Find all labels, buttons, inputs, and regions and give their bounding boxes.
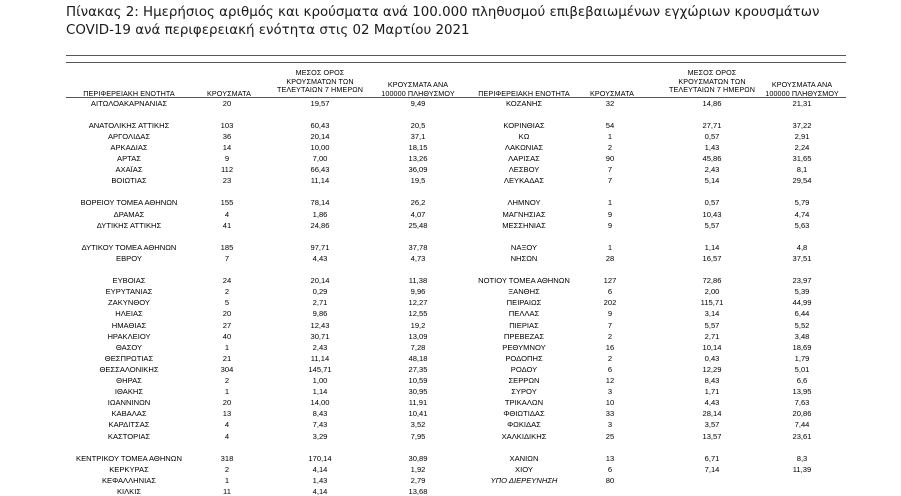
table-cell-avg-7day: 0,29 bbox=[312, 287, 328, 297]
table-cell-avg-7day: 20,14 bbox=[310, 131, 330, 141]
header-per100k-right bbox=[757, 81, 847, 98]
table-cell-cases: 7 bbox=[224, 253, 230, 263]
table-cell-avg-7day: 0,57 bbox=[704, 131, 720, 141]
table-cell-unit-name: ΜΑΓΝΗΣΙΑΣ bbox=[502, 209, 546, 219]
table-cell-avg-7day: 170,14 bbox=[308, 453, 332, 463]
table-cell-avg-7day: 20,14 bbox=[310, 276, 330, 286]
table-cell-cases: 4 bbox=[224, 209, 230, 219]
table-cell-cases: 32 bbox=[605, 98, 615, 108]
table-cell-cases: 2 bbox=[224, 464, 230, 474]
table-cell-cases: 103 bbox=[220, 120, 234, 130]
table-cell-cases: 185 bbox=[220, 242, 234, 252]
table-cell-per-100k: 44,99 bbox=[792, 298, 812, 308]
table-cell-unit-name: ΑΙΤΩΛΟΑΚΑΡΝΑΝΙΑΣ bbox=[90, 98, 168, 108]
table-cell-cases: 13 bbox=[605, 453, 615, 463]
header-unit-left: ΠΕΡΙΦΕΡΕΙΑΚΗ ΕΝΟΤΗΤΑ bbox=[83, 89, 175, 98]
header-avg-left-line3: ΤΕΛΕΥΤΑΙΩΝ 7 ΗΜΕΡΩΝ bbox=[276, 85, 363, 95]
table-cell-per-100k: 4,07 bbox=[410, 209, 426, 219]
table-cell-unit-name: ΙΩΑΝΝΙΝΩΝ bbox=[107, 398, 151, 408]
table-cell-per-100k: 10,59 bbox=[408, 376, 428, 385]
table-cell-per-100k: 26,2 bbox=[410, 198, 426, 208]
table-cell-unit-name: ΚΟΡΙΝΘΙΑΣ bbox=[503, 120, 545, 130]
table-cell-avg-7day: 2,43 bbox=[312, 342, 328, 352]
table-cell-avg-7day: 1,71 bbox=[704, 387, 720, 397]
table-cell-per-100k: 7,95 bbox=[410, 431, 426, 441]
table-cell-unit-name: ΡΕΘΥΜΝΟΥ bbox=[502, 342, 546, 352]
table-cell-avg-7day: 45,86 bbox=[702, 154, 722, 163]
table-cell-per-100k: 37,22 bbox=[792, 120, 812, 130]
table-cell-per-100k: 25,48 bbox=[408, 220, 428, 230]
table-cell-unit-name: ΠΡΕΒΕΖΑΣ bbox=[503, 331, 545, 341]
table-cell-avg-7day: 1,86 bbox=[312, 209, 328, 219]
table-cell-avg-7day: 3,57 bbox=[704, 420, 720, 430]
table-cell-per-100k: 12,27 bbox=[408, 298, 428, 308]
table-cell-avg-7day: 0,57 bbox=[704, 198, 720, 208]
table-cell-unit-name: ΛΗΜΝΟΥ bbox=[507, 198, 541, 208]
table-cell-per-100k: 5,52 bbox=[794, 320, 810, 330]
table-cell-unit-name: ΠΕΛΛΑΣ bbox=[508, 309, 540, 319]
table-cell-avg-7day: 5,57 bbox=[704, 320, 720, 330]
header-per100k-left-line1: ΚΡΟΥΣΜΑΤΑ ΑΝΑ bbox=[387, 80, 449, 89]
table-cell-cases: 155 bbox=[220, 198, 234, 208]
table-cell-unit-name: ΛΑΚΩΝΙΑΣ bbox=[504, 142, 544, 152]
table-cell-avg-7day: 4,43 bbox=[704, 398, 720, 408]
table-cell-avg-7day: 5,57 bbox=[704, 220, 720, 230]
table-cell-unit-name: ΚΩ bbox=[518, 131, 530, 141]
table-cell-unit-name: ΑΡΤΑΣ bbox=[117, 154, 141, 163]
table-cell-unit-name: ΦΩΚΙΔΑΣ bbox=[507, 420, 541, 430]
header-unit-right: ΠΕΡΙΦΕΡΕΙΑΚΗ ΕΝΟΤΗΤΑ bbox=[478, 89, 570, 98]
table-cell-avg-7day: 7,43 bbox=[312, 420, 328, 430]
table-cell-per-100k: 37,1 bbox=[410, 131, 426, 141]
table-cell-cases: 2 bbox=[224, 376, 230, 385]
table-cell-avg-7day: 2,43 bbox=[704, 165, 720, 175]
table-cell-unit-name: ΥΠΟ ΔΙΕΡΕΥΝΗΣΗ bbox=[490, 475, 558, 485]
table-cell-cases: 36 bbox=[222, 131, 232, 141]
table-cell-cases: 28 bbox=[605, 253, 615, 263]
table-cell-unit-name: ΗΜΑΘΙΑΣ bbox=[111, 320, 147, 330]
table-cell-per-100k: 20,86 bbox=[792, 409, 812, 419]
table-cell-per-100k: 5,39 bbox=[794, 287, 810, 297]
table-cell-cases: 80 bbox=[605, 475, 615, 485]
table-cell-cases: 16 bbox=[605, 342, 615, 352]
table-cell-per-100k: 12,55 bbox=[408, 309, 428, 319]
table-cell-cases: 1 bbox=[224, 475, 230, 485]
table-cell-cases: 9 bbox=[607, 220, 613, 230]
table-cell-unit-name: ΙΘΑΚΗΣ bbox=[114, 387, 144, 397]
table-cell-cases: 2 bbox=[607, 142, 613, 152]
table-cell-per-100k: 1,92 bbox=[410, 464, 426, 474]
table-cell-per-100k: 48,18 bbox=[408, 353, 428, 363]
table-cell-unit-name: ΚΑΣΤΟΡΙΑΣ bbox=[107, 431, 151, 441]
table-cell-cases: 1 bbox=[224, 342, 230, 352]
table-cell-per-100k: 23,61 bbox=[792, 431, 812, 441]
table-cell-unit-name: ΡΟΔΟΥ bbox=[510, 364, 538, 374]
header-per100k-left bbox=[373, 81, 463, 98]
table-cell-unit-name: ΧΑΝΙΩΝ bbox=[509, 453, 539, 463]
table-cell-unit-name: ΡΟΔΟΠΗΣ bbox=[505, 353, 543, 363]
table-cell-per-100k: 9,49 bbox=[410, 98, 426, 108]
table-cell-avg-7day: 145,71 bbox=[308, 364, 332, 374]
table-cell-per-100k: 19,2 bbox=[410, 320, 426, 330]
table-cell-cases: 9 bbox=[607, 209, 613, 219]
table-cell-per-100k: 11,39 bbox=[792, 464, 812, 474]
table-cell-per-100k: 10,41 bbox=[408, 409, 428, 419]
table-cell-cases: 54 bbox=[605, 120, 615, 130]
table-cell-avg-7day: 14,00 bbox=[310, 398, 330, 408]
table-cell-cases: 2 bbox=[607, 353, 613, 363]
table-cell-cases: 13 bbox=[222, 409, 232, 419]
table-cell-unit-name: ΝΗΣΩΝ bbox=[510, 253, 538, 263]
table-cell-cases: 2 bbox=[224, 287, 230, 297]
table-cell-cases: 5 bbox=[224, 298, 230, 308]
header-avg-left-line1: ΜΕΣΟΣ ΟΡΟΣ bbox=[295, 68, 345, 77]
table-cell-unit-name: ΒΟΙΩΤΙΑΣ bbox=[111, 176, 147, 186]
table-cell-cases: 1 bbox=[607, 131, 613, 141]
table-cell-cases: 9 bbox=[607, 309, 613, 319]
table-cell-avg-7day: 8,43 bbox=[704, 376, 720, 385]
table-cell-cases: 202 bbox=[603, 298, 617, 308]
table-cell-per-100k: 3,48 bbox=[794, 331, 810, 341]
table-cell-cases: 12 bbox=[605, 376, 615, 385]
table-cell-avg-7day: 97,71 bbox=[310, 242, 330, 252]
table-cell-cases: 24 bbox=[222, 276, 232, 286]
table-cell-unit-name: ΑΡΓΟΛΙΔΑΣ bbox=[107, 131, 151, 141]
table-cell-cases: 318 bbox=[220, 453, 234, 463]
table-cell-unit-name: ΞΑΝΘΗΣ bbox=[508, 287, 540, 297]
table-cell-unit-name: ΛΑΡΙΣΑΣ bbox=[508, 154, 540, 163]
table-cell-unit-name: ΠΕΙΡΑΙΩΣ bbox=[506, 298, 542, 308]
table-cell-unit-name: ΑΡΚΑΔΙΑΣ bbox=[110, 142, 148, 152]
table-cell-avg-7day: 19,57 bbox=[310, 98, 330, 108]
table-caption: Πίνακας 2: Ημερήσιος αριθμός και κρούσματα ανά 100.000 πληθυσμού επιβεβαιωμένων εγχώριων κρουσμάτων COVID-19 ανά περιφερειακή ενότητα στις 02 Μαρτίου 2021 bbox=[66, 5, 820, 38]
table-cell-cases: 1 bbox=[607, 198, 613, 208]
table-cell-cases: 7 bbox=[607, 165, 613, 175]
table-cell-cases: 6 bbox=[607, 287, 613, 297]
table-cell-cases: 1 bbox=[607, 242, 613, 252]
table-cell-per-100k: 5,63 bbox=[794, 220, 810, 230]
table-cell-avg-7day: 28,14 bbox=[702, 409, 722, 419]
table-cell-avg-7day: 1,14 bbox=[704, 242, 720, 252]
table-cell-unit-name: ΚΕΝΤΡΙΚΟΥ ΤΟΜΕΑ ΑΘΗΝΩΝ bbox=[76, 453, 182, 463]
table-cell-unit-name: ΖΑΚΥΝΘΟΥ bbox=[108, 298, 150, 308]
table-cell-unit-name: ΣΥΡΟΥ bbox=[511, 387, 537, 397]
table-cell-avg-7day: 4,43 bbox=[312, 253, 328, 263]
table-cell-cases: 1 bbox=[224, 387, 230, 397]
table-cell-avg-7day: 66,43 bbox=[310, 165, 330, 175]
table-cell-cases: 20 bbox=[222, 98, 232, 108]
table-cell-avg-7day: 10,00 bbox=[310, 142, 330, 152]
table-cell-unit-name: ΑΝΑΤΟΛΙΚΗΣ ΑΤΤΙΚΗΣ bbox=[88, 120, 170, 130]
table-cell-cases: 127 bbox=[603, 276, 617, 286]
table-cell-unit-name: ΛΕΥΚΑΔΑΣ bbox=[503, 176, 545, 186]
table-cell-per-100k: 7,63 bbox=[794, 398, 810, 408]
table-cell-per-100k: 20,5 bbox=[410, 120, 426, 130]
table-cell-unit-name: ΚΑΒΑΛΑΣ bbox=[111, 409, 147, 419]
table-cell-unit-name: ΣΕΡΡΩΝ bbox=[508, 376, 540, 385]
table-cell-per-100k: 37,51 bbox=[792, 253, 812, 263]
header-cases-left: ΚΡΟΥΣΜΑΤΑ bbox=[207, 89, 251, 98]
header-cases-right: ΚΡΟΥΣΜΑΤΑ bbox=[590, 89, 634, 98]
table-cell-avg-7day: 0,43 bbox=[704, 353, 720, 363]
table-cell-unit-name: ΕΥΡΥΤΑΝΙΑΣ bbox=[105, 287, 153, 297]
table-cell-per-100k: 13,09 bbox=[408, 331, 428, 341]
table-cell-avg-7day: 3,14 bbox=[704, 309, 720, 319]
table-cell-unit-name: ΤΡΙΚΑΛΩΝ bbox=[504, 398, 544, 408]
table-cell-per-100k: 21,31 bbox=[792, 98, 812, 108]
table-cell-cases: 41 bbox=[222, 220, 232, 230]
table-cell-per-100k: 37,78 bbox=[408, 242, 428, 252]
table-cell-unit-name: ΘΕΣΠΡΩΤΙΑΣ bbox=[104, 353, 154, 363]
table-cell-unit-name: ΘΗΡΑΣ bbox=[116, 376, 142, 385]
table-cell-unit-name: ΕΒΡΟΥ bbox=[116, 253, 142, 263]
table-cell-cases: 3 bbox=[607, 420, 613, 430]
header-avg-left bbox=[270, 69, 370, 95]
table-cell-per-100k: 4,73 bbox=[410, 253, 426, 263]
table-cell-avg-7day: 1,43 bbox=[704, 142, 720, 152]
table-cell-per-100k: 13,95 bbox=[792, 387, 812, 397]
table-cell-cases: 11 bbox=[223, 487, 231, 496]
table-cell-avg-7day: 14,86 bbox=[702, 98, 722, 108]
table-cell-unit-name: ΝΟΤΙΟΥ ΤΟΜΕΑ ΑΘΗΝΩΝ bbox=[478, 276, 570, 286]
table-cell-per-100k: 2,91 bbox=[794, 131, 810, 141]
table-cell-avg-7day: 2,71 bbox=[312, 298, 328, 308]
table-cell-per-100k: 6,44 bbox=[794, 309, 810, 319]
table-cell-cases: 3 bbox=[607, 387, 613, 397]
table-cell-per-100k: 4,74 bbox=[794, 209, 810, 219]
table-cell-unit-name: ΚΑΡΔΙΤΣΑΣ bbox=[108, 420, 150, 430]
table-cell-per-100k: 30,95 bbox=[408, 387, 428, 397]
table-cell-cases: 304 bbox=[220, 364, 234, 374]
table-cell-per-100k: 3,52 bbox=[410, 420, 426, 430]
table-cell-unit-name: ΚΙΛΚΙΣ bbox=[116, 487, 142, 496]
table-cell-per-100k: 19,5 bbox=[410, 176, 426, 186]
table-cell-per-100k: 1,79 bbox=[794, 353, 810, 363]
table-cell-unit-name: ΦΘΙΩΤΙΔΑΣ bbox=[503, 409, 545, 419]
table-cell-unit-name: ΘΑΣΟΥ bbox=[115, 342, 143, 352]
table-cell-per-100k: 30,89 bbox=[408, 453, 428, 463]
table-cell-cases: 14 bbox=[222, 142, 232, 152]
table-cell-cases: 7 bbox=[607, 320, 613, 330]
table-cell-avg-7day: 2,00 bbox=[704, 287, 720, 297]
table-cell-avg-7day: 24,86 bbox=[310, 220, 330, 230]
table-cell-per-100k: 36,09 bbox=[408, 165, 428, 175]
table-cell-avg-7day: 11,14 bbox=[310, 353, 330, 363]
table-cell-unit-name: ΝΑΞΟΥ bbox=[510, 242, 538, 252]
table-cell-avg-7day: 7,00 bbox=[312, 154, 328, 163]
table-cell-avg-7day: 6,71 bbox=[704, 453, 720, 463]
table-cell-cases: 4 bbox=[224, 420, 230, 430]
table-cell-avg-7day: 12,29 bbox=[702, 364, 722, 374]
table-cell-per-100k: 27,35 bbox=[408, 364, 428, 374]
table-cell-unit-name: ΗΛΕΙΑΣ bbox=[115, 309, 143, 319]
table-cell-avg-7day: 13,57 bbox=[702, 431, 722, 441]
header-avg-right-line2: ΚΡΟΥΣΜΑΤΩΝ ΤΩΝ bbox=[678, 76, 746, 86]
table-cell-cases: 112 bbox=[220, 165, 234, 175]
table-cell-unit-name: ΛΕΣΒΟΥ bbox=[508, 165, 540, 175]
table-cell-avg-7day: 7,14 bbox=[704, 464, 720, 474]
table-cell-per-100k: 13,68 bbox=[408, 487, 428, 496]
table-cell-cases: 6 bbox=[607, 464, 613, 474]
table-cell-per-100k: 6,6 bbox=[796, 376, 808, 385]
table-cell-per-100k: 5,01 bbox=[794, 364, 810, 374]
table-cell-per-100k: 9,96 bbox=[410, 287, 426, 297]
table-cell-per-100k: 31,65 bbox=[792, 154, 812, 163]
table-cell-unit-name: ΧΙΟΥ bbox=[515, 464, 533, 474]
top-rule bbox=[66, 55, 846, 56]
table-cell-cases: 40 bbox=[222, 331, 232, 341]
table-cell-avg-7day: 4,14 bbox=[312, 487, 328, 496]
table-cell-cases: 33 bbox=[605, 409, 615, 419]
table-cell-cases: 20 bbox=[222, 398, 232, 408]
table-cell-avg-7day: 5,14 bbox=[704, 176, 720, 186]
table-cell-per-100k: 23,97 bbox=[792, 276, 812, 286]
table-cell-avg-7day: 72,86 bbox=[702, 276, 722, 286]
header-per100k-right-line2: 100000 ΠΛΗΘΥΣΜΟΥ bbox=[765, 88, 839, 98]
table-cell-cases: 21 bbox=[222, 353, 232, 363]
table-cell-per-100k: 4,8 bbox=[796, 242, 808, 252]
table-cell-avg-7day: 8,43 bbox=[312, 409, 328, 419]
table-cell-avg-7day: 12,43 bbox=[310, 320, 330, 330]
table-cell-per-100k: 2,24 bbox=[794, 142, 810, 152]
table-cell-cases: 20 bbox=[222, 309, 232, 319]
second-rule bbox=[66, 62, 846, 63]
table-cell-cases: 2 bbox=[607, 331, 613, 341]
table-cell-avg-7day: 115,71 bbox=[700, 298, 724, 308]
table-cell-unit-name: ΔΥΤΙΚΗΣ ΑΤΤΙΚΗΣ bbox=[96, 220, 162, 230]
table-cell-avg-7day: 11,14 bbox=[310, 176, 330, 186]
table-cell-avg-7day: 1,43 bbox=[312, 475, 328, 485]
table-cell-unit-name: ΚΕΦΑΛΛΗΝΙΑΣ bbox=[101, 475, 157, 485]
table-cell-avg-7day: 4,14 bbox=[312, 464, 328, 474]
table-cell-per-100k: 29,54 bbox=[792, 176, 812, 186]
table-cell-cases: 6 bbox=[607, 364, 613, 374]
table-cell-unit-name: ΒΟΡΕΙΟΥ ΤΟΜΕΑ ΑΘΗΝΩΝ bbox=[80, 198, 178, 208]
table-cell-avg-7day: 78,14 bbox=[310, 198, 330, 208]
table-cell-cases: 27 bbox=[222, 320, 232, 330]
table-cell-avg-7day: 3,29 bbox=[312, 431, 328, 441]
table-cell-unit-name: ΔΡΑΜΑΣ bbox=[113, 209, 145, 219]
table-cell-avg-7day: 10,14 bbox=[702, 342, 722, 352]
table-cell-cases: 90 bbox=[605, 154, 615, 163]
table-cell-per-100k: 8,3 bbox=[796, 453, 808, 463]
table-cell-per-100k: 18,15 bbox=[408, 142, 428, 152]
table-cell-avg-7day: 60,43 bbox=[310, 120, 330, 130]
table-cell-cases: 4 bbox=[224, 431, 230, 441]
table-cell-unit-name: ΚΕΡΚΥΡΑΣ bbox=[109, 464, 149, 474]
header-avg-left-line2: ΚΡΟΥΣΜΑΤΩΝ ΤΩΝ bbox=[286, 76, 354, 86]
table-cell-unit-name: ΕΥΒΟΙΑΣ bbox=[112, 276, 146, 286]
header-avg-right-line3: ΤΕΛΕΥΤΑΙΩΝ 7 ΗΜΕΡΩΝ bbox=[668, 85, 755, 95]
table-cell-per-100k: 11,91 bbox=[408, 398, 428, 408]
table-cell-unit-name: ΚΟΖΑΝΗΣ bbox=[505, 98, 543, 108]
table-cell-per-100k: 18,69 bbox=[792, 342, 812, 352]
header-per100k-left-line2: 100000 ΠΛΗΘΥΣΜΟΥ bbox=[381, 88, 455, 98]
table-cell-per-100k: 7,44 bbox=[794, 420, 810, 430]
table-cell-unit-name: ΧΑΛΚΙΔΙΚΗΣ bbox=[501, 431, 547, 441]
table-cell-cases: 9 bbox=[224, 154, 230, 163]
table-cell-avg-7day: 10,43 bbox=[702, 209, 722, 219]
table-cell-unit-name: ΠΙΕΡΙΑΣ bbox=[509, 320, 539, 330]
table-cell-per-100k: 11,38 bbox=[408, 276, 428, 286]
table-cell-unit-name: ΔΥΤΙΚΟΥ ΤΟΜΕΑ ΑΘΗΝΩΝ bbox=[81, 242, 177, 252]
table-cell-per-100k: 8,1 bbox=[796, 165, 808, 175]
table-cell-avg-7day: 16,57 bbox=[702, 253, 722, 263]
table-cell-avg-7day: 1,00 bbox=[312, 376, 328, 385]
table-cell-avg-7day: 27,71 bbox=[702, 120, 722, 130]
table-cell-cases: 23 bbox=[222, 176, 232, 186]
table-cell-cases: 10 bbox=[605, 398, 615, 408]
table-cell-avg-7day: 9,86 bbox=[312, 309, 328, 319]
header-per100k-right-line1: ΚΡΟΥΣΜΑΤΑ ΑΝΑ bbox=[771, 80, 833, 89]
table-cell-per-100k: 2,79 bbox=[410, 475, 426, 485]
table-cell-cases: 7 bbox=[607, 176, 613, 186]
table-cell-cases: 25 bbox=[605, 431, 615, 441]
table-cell-per-100k: 13,26 bbox=[408, 154, 428, 163]
table-cell-unit-name: ΜΕΣΣΗΝΙΑΣ bbox=[502, 220, 546, 230]
table-cell-per-100k: 5,79 bbox=[794, 198, 810, 208]
table-cell-avg-7day: 30,71 bbox=[310, 331, 330, 341]
table-cell-per-100k: 7,28 bbox=[410, 342, 426, 352]
table-cell-unit-name: ΘΕΣΣΑΛΟΝΙΚΗΣ bbox=[99, 364, 159, 374]
table-cell-avg-7day: 1,14 bbox=[312, 387, 328, 397]
table-cell-unit-name: ΑΧΑΪΑΣ bbox=[115, 165, 143, 175]
table-cell-avg-7day: 2,71 bbox=[704, 331, 720, 341]
header-avg-right bbox=[662, 69, 762, 95]
table-cell-unit-name: ΗΡΑΚΛΕΙΟΥ bbox=[107, 331, 151, 341]
header-avg-right-line1: ΜΕΣΟΣ ΟΡΟΣ bbox=[687, 68, 737, 77]
